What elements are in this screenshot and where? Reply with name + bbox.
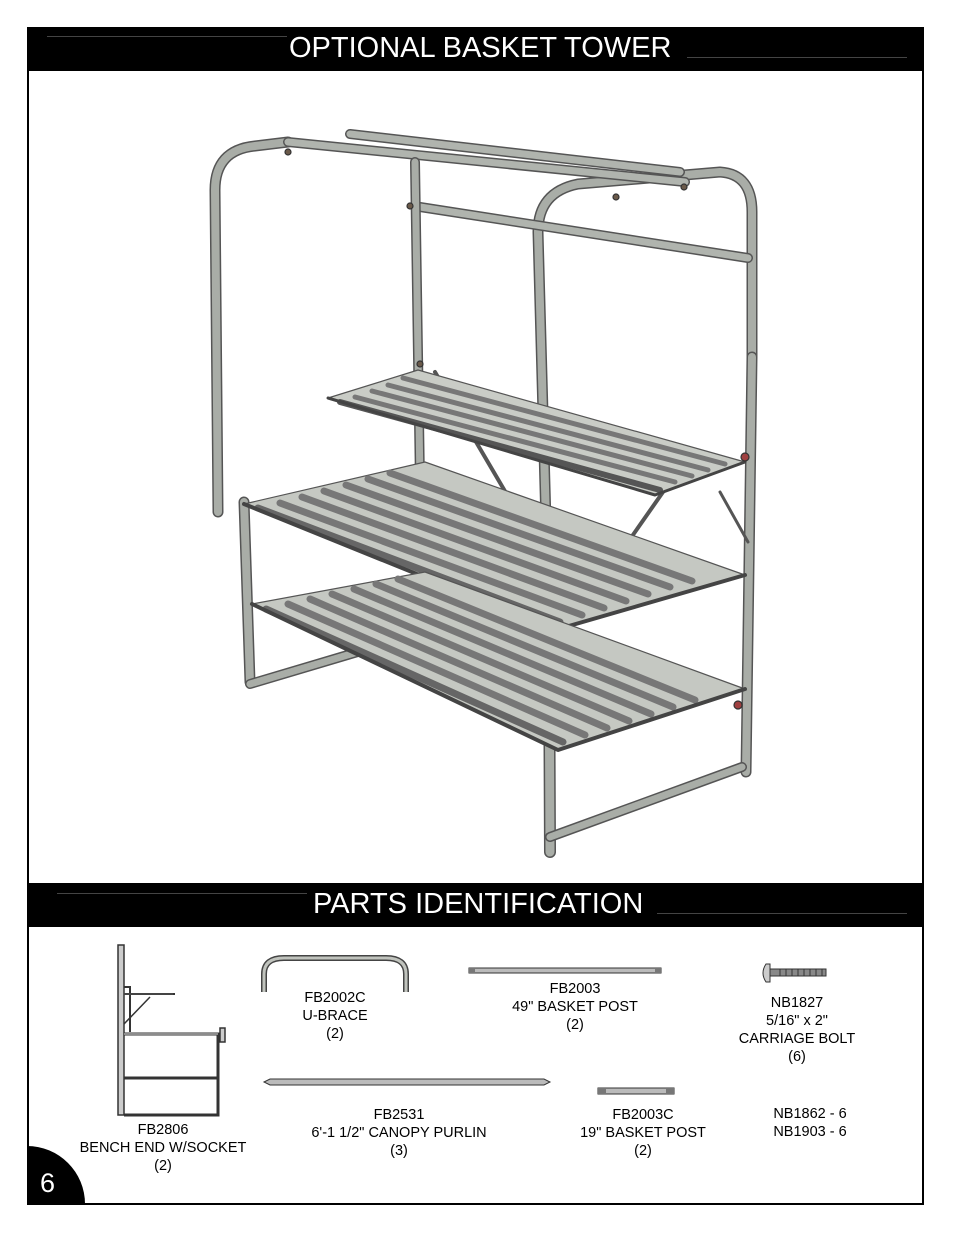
part-label-basket-post-19 <box>580 1106 706 1160</box>
part-code: NB1827 <box>770 995 824 1011</box>
part-name-2: CARRIAGE BOLT <box>738 1031 856 1047</box>
basket-post-49-icon <box>467 965 665 977</box>
banner-stripe <box>687 57 907 58</box>
page-number: 6 <box>40 1168 56 1198</box>
part-code: FB2531 <box>373 1107 425 1123</box>
section-title: OPTIONAL BASKET TOWER <box>289 32 672 64</box>
part-qty: (2) <box>326 1026 344 1042</box>
part-qty: (2) <box>154 1158 172 1174</box>
part-name: U-BRACE <box>302 1008 368 1024</box>
part-qty: (2) <box>634 1143 652 1159</box>
basket-post-19-icon <box>596 1085 678 1097</box>
canopy-purlin-icon <box>262 1076 554 1088</box>
part-qty: (3) <box>390 1143 408 1159</box>
part-qty: (2) <box>566 1017 584 1033</box>
part-code: FB2002C <box>304 990 366 1006</box>
part-name: 19" BASKET POST <box>580 1125 706 1141</box>
banner-stripe <box>657 913 907 914</box>
part-code: NB1862 - 6 <box>773 1106 847 1122</box>
part-qty: (6) <box>788 1049 806 1065</box>
part-name: 6'-1 1/2" CANOPY PURLIN <box>311 1125 487 1141</box>
part-code: FB2003 <box>549 981 601 997</box>
banner-stripe <box>57 893 307 894</box>
banner-stripe <box>47 36 287 37</box>
part-code: FB2806 <box>137 1122 189 1138</box>
part-name: 49" BASKET POST <box>512 999 638 1015</box>
part-label-canopy-purlin <box>311 1106 486 1160</box>
part-code: FB2003C <box>612 1107 674 1123</box>
part-label-bench-end <box>80 1121 247 1175</box>
part-label-nuts-washers <box>773 1105 846 1141</box>
part-name: 5/16" x 2" <box>766 1013 828 1029</box>
part-name: BENCH END W/SOCKET <box>79 1140 247 1156</box>
carriage-bolt-icon <box>760 962 830 984</box>
part-label-basket-post-49 <box>512 980 638 1034</box>
section-banner-parts-identification <box>27 883 924 927</box>
bench-end-icon <box>110 942 235 1122</box>
basket-tower-illustration <box>30 72 922 882</box>
part-name: NB1903 - 6 <box>773 1124 847 1140</box>
part-label-u-brace <box>302 989 367 1043</box>
section-banner-basket-tower <box>27 27 924 71</box>
part-label-carriage-bolt <box>739 994 856 1066</box>
section-title: PARTS IDENTIFICATION <box>313 888 644 920</box>
